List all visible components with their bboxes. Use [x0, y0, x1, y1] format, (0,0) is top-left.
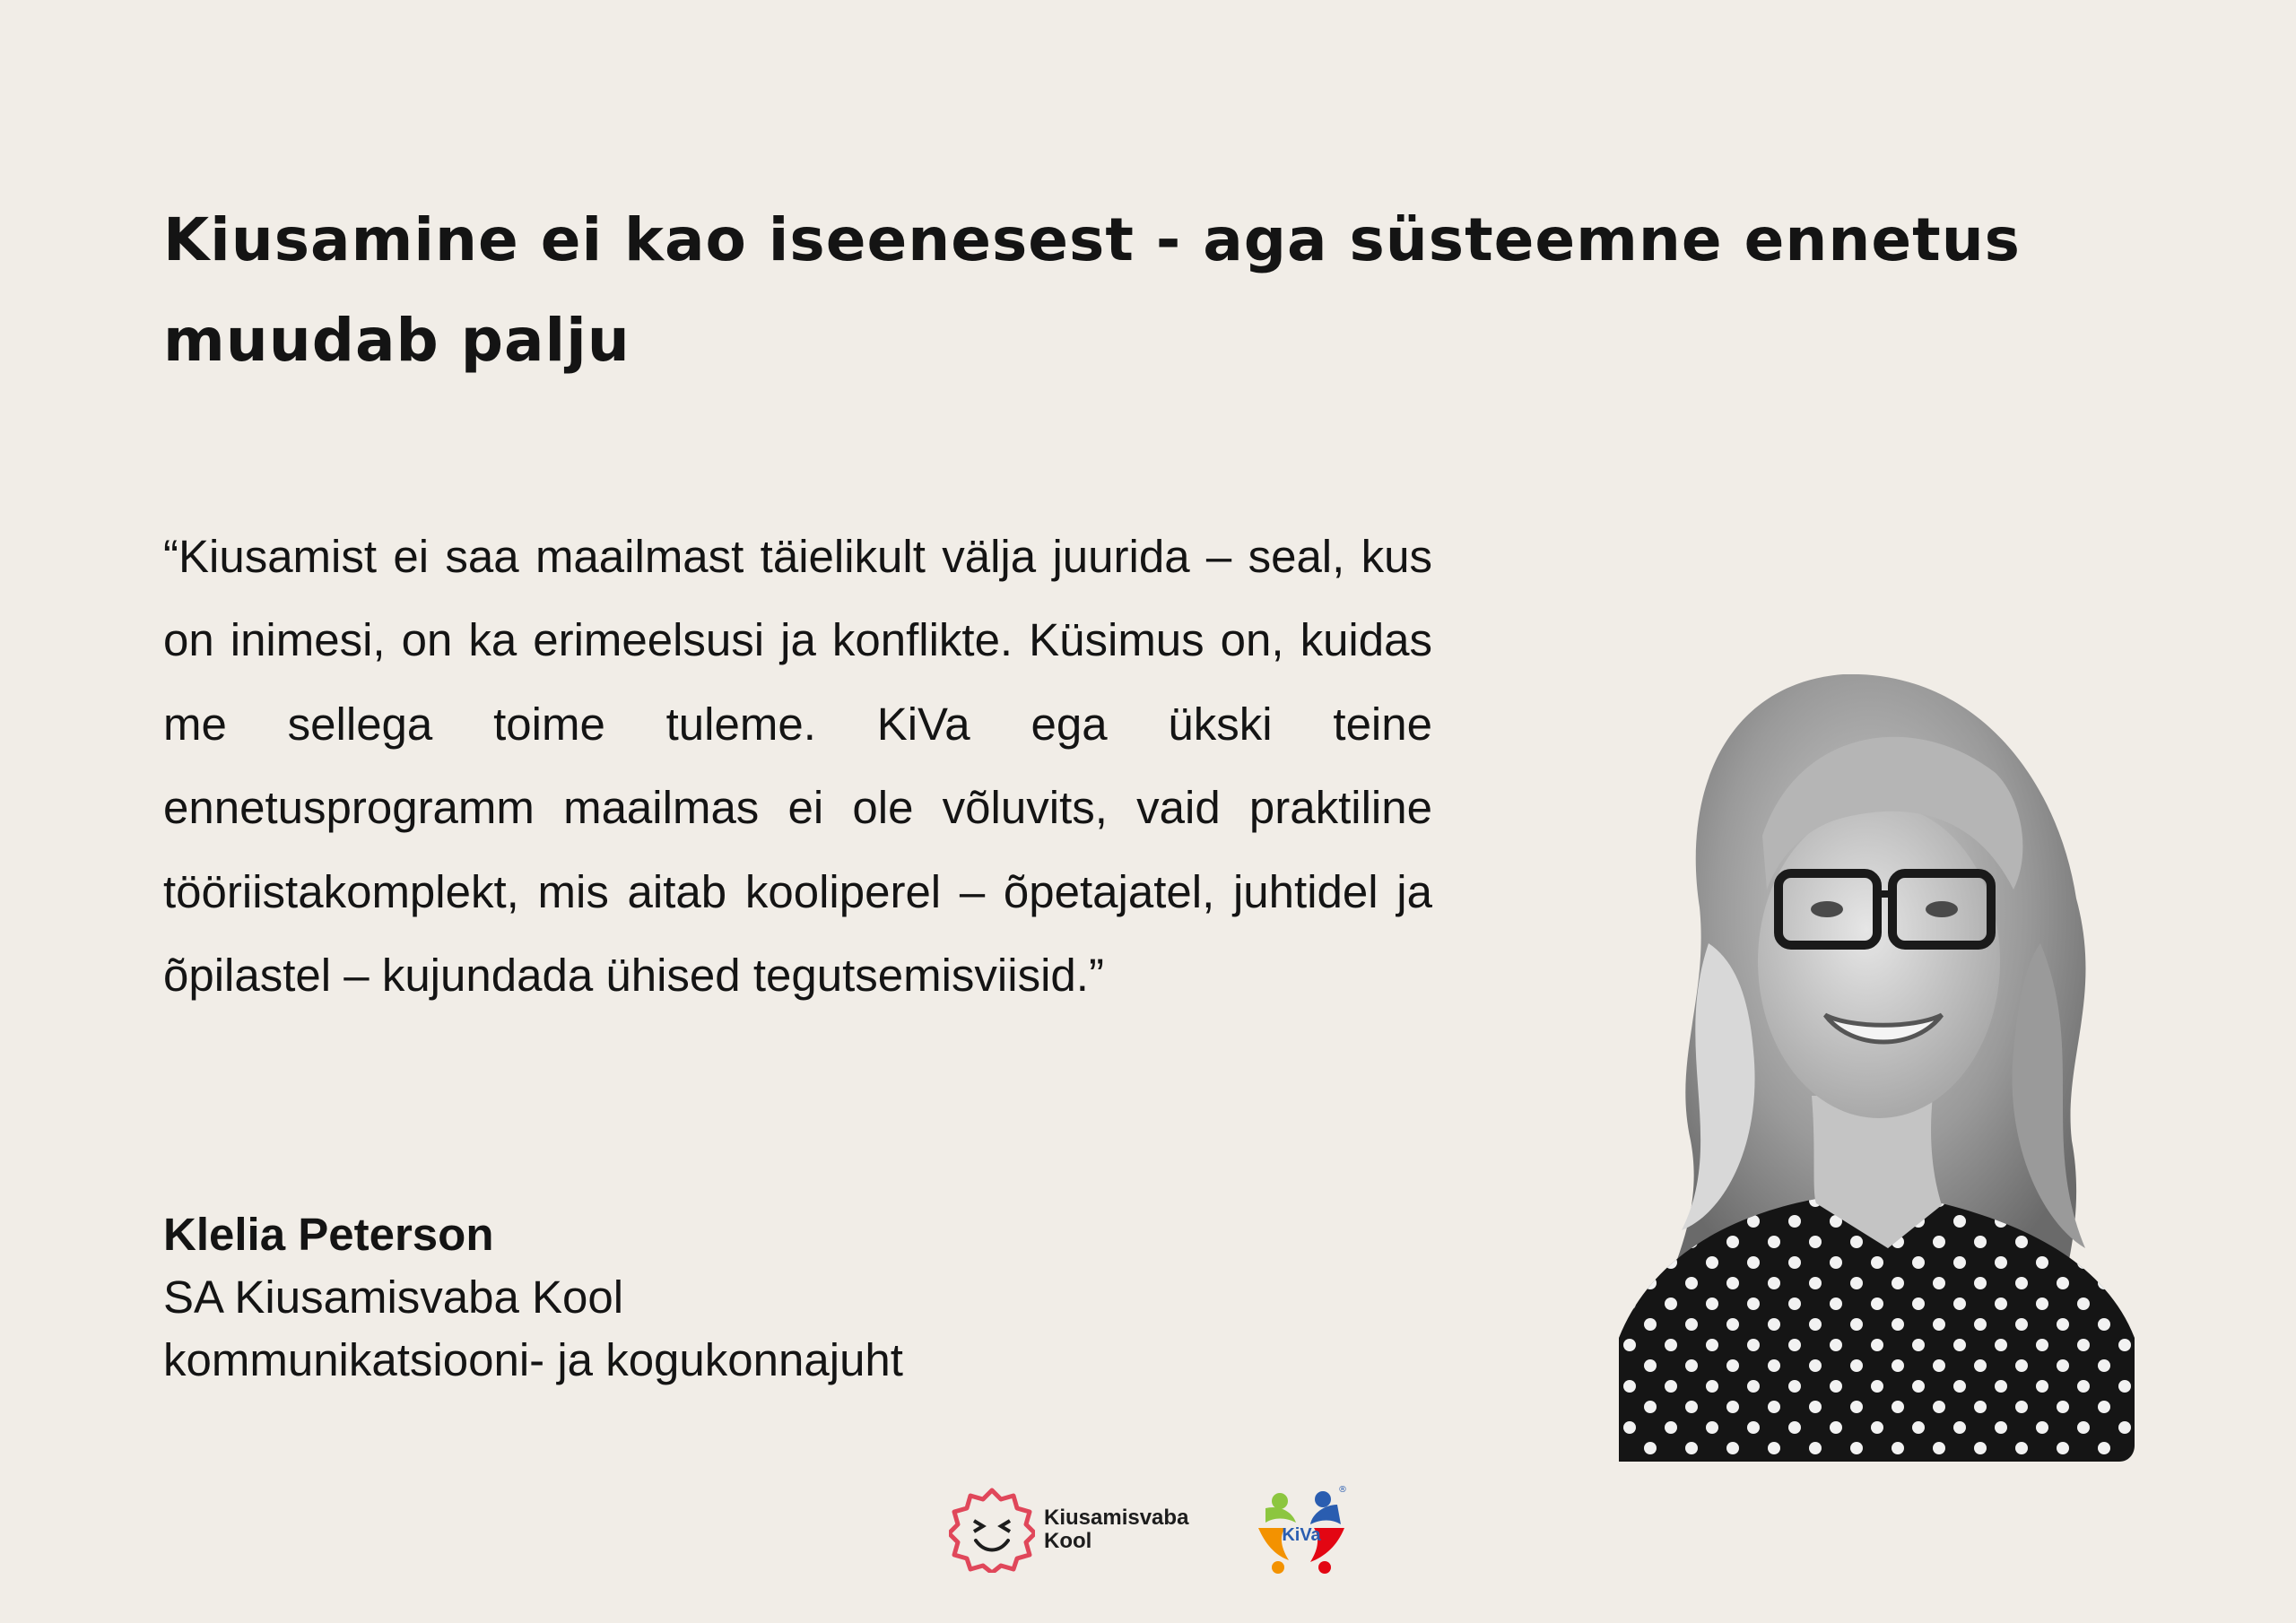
quote-text: “Kiusamist ei saa maailmast täielikult välja juurida – seal, kus on inimesi, on ka erimeelsusi ja konflikte. Küsimus on, kuidas me sellega toime tuleme. KiVa ega ükski teine ennetusprogramm maailmas ei ole võluvits, vaid praktiline tööriistakomplekt, mis aitab kooliperel – õpetajatel, juhtidel ja õpilastel – kujundada ühised tegutsemisviisid.”	[163, 531, 1432, 1002]
logo-text-line1: Kiusamisvaba	[1044, 1506, 1189, 1530]
author-block	[163, 1203, 1239, 1392]
author-name: Klelia Peterson	[163, 1209, 494, 1260]
registered-mark: ®	[1338, 1485, 1347, 1495]
author-role: kommunikatsiooni- ja kogukonnajuht	[163, 1334, 903, 1385]
kiusamisvaba-badge-icon	[949, 1487, 1035, 1573]
logo-text-line2: Kool	[1044, 1529, 1092, 1553]
kiva-text: KiVa	[1282, 1525, 1321, 1545]
headline: Kiusamine ei kao iseenesest - aga süsteemne ennetus muudab palju	[163, 205, 2021, 375]
kiusamisvaba-kool-logo	[949, 1487, 1218, 1573]
kiva-logo	[1253, 1481, 1350, 1576]
author-organization: SA Kiusamisvaba Kool	[163, 1271, 624, 1323]
portrait-photo	[1619, 674, 2135, 1462]
